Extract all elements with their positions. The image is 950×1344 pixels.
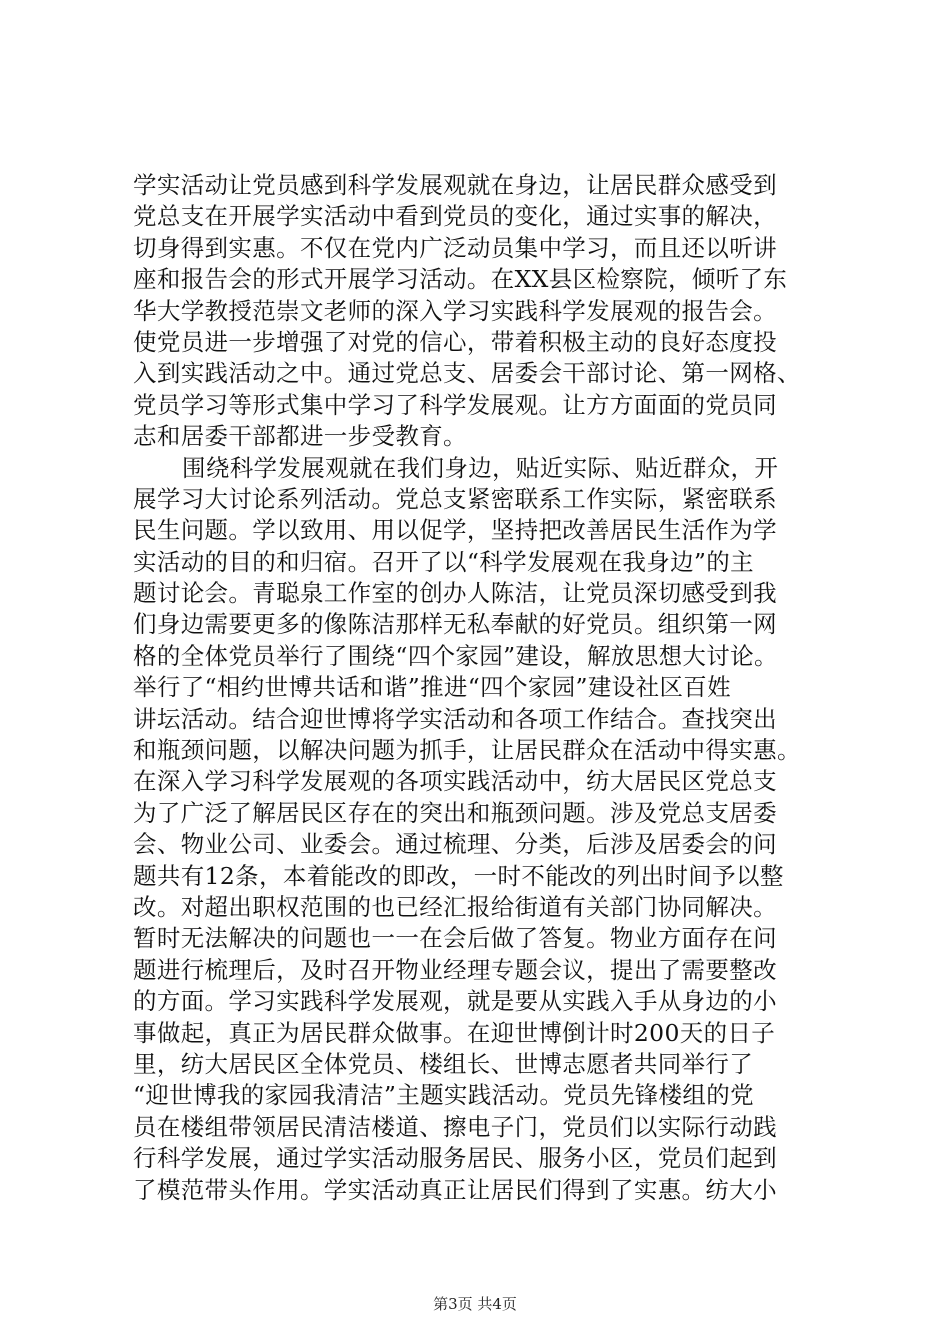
- text-line: 学实活动让党员感到科学发展观就在身边，让居民群众感受到: [133, 171, 777, 199]
- text-line: 座和报告会的形式开展学习活动。在XX县区检察院，倾听了东: [133, 265, 788, 294]
- text-line: 切身得到实惠。不仅在党内广泛动员集中学习，而且还以听讲: [133, 233, 777, 262]
- text-line: 党员学习等形式集中学习了科学发展观。让方方面面的党员同: [133, 390, 777, 419]
- text-line: 改。对超出职权范围的也已经汇报给街道有关部门协同解决。: [133, 892, 777, 921]
- text-line: 志和居委干部都进一步受教育。: [133, 422, 467, 451]
- paragraph-start-line: 围绕科学发展观就在我们身边，贴近实际、贴近群众，开: [182, 453, 779, 482]
- text-line: 讲坛活动。结合迎世博将学实活动和各项工作结合。查找突出: [133, 704, 777, 733]
- text-line: 题进行梳理后，及时召开物业经理专题会议，提出了需要整改: [133, 955, 777, 984]
- text-line: 在深入学习科学发展观的各项实践活动中，纺大居民区党总支: [133, 767, 777, 796]
- text-line: 题共有12条，本着能改的即改，一时不能改的列出时间予以整: [133, 861, 784, 890]
- body-text: [133, 170, 833, 1206]
- text-line: 为了广泛了解居民区存在的突出和瓶颈问题。涉及党总支居委: [133, 798, 777, 827]
- text-line: 入到实践活动之中。通过党总支、居委会干部讨论、第一网格、: [133, 359, 801, 388]
- text-line: 事做起，真正为居民群众做事。在迎世博倒计时200天的日子: [133, 1018, 776, 1047]
- text-line: 举行了“相约世博共话和谐”推进“四个家园”建设社区百姓: [133, 673, 732, 702]
- text-line: 的方面。学习实践科学发展观，就是要从实践入手从身边的小: [133, 987, 777, 1016]
- text-line: 会、物业公司、业委会。通过梳理、分类，后涉及居委会的问: [133, 830, 777, 859]
- text-line: 暂时无法解决的问题也一一在会后做了答复。物业方面存在问: [133, 924, 777, 953]
- text-line: “迎世博我的家园我清洁”主题实践活动。党员先锋楼组的党: [133, 1081, 754, 1110]
- text-line: 行科学发展，通过学实活动服务居民、服务小区，党员们起到: [133, 1144, 777, 1173]
- text-line: 了模范带头作用。学实活动真正让居民们得到了实惠。纺大小: [133, 1175, 777, 1204]
- text-line: 们身边需要更多的像陈洁那样无私奉献的好党员。组织第一网: [133, 610, 777, 639]
- text-line: 展学习大讨论系列活动。党总支紧密联系工作实际，紧密联系: [133, 484, 777, 513]
- text-line: 格的全体党员举行了围绕“四个家园”建设，解放思想大讨论。: [133, 641, 778, 670]
- text-line: 民生问题。学以致用、用以促学，坚持把改善居民生活作为学: [133, 516, 777, 545]
- text-line: 里，纺大居民区全体党员、楼组长、世博志愿者共同举行了: [133, 1049, 754, 1078]
- text-line: 题讨论会。青聪泉工作室的创办人陈洁，让党员深切感受到我: [133, 579, 777, 608]
- text-line: 使党员进一步增强了对党的信心，带着积极主动的良好态度投: [133, 327, 777, 356]
- text-line: 员在楼组带领居民清洁楼道、擦电子门，党员们以实际行动践: [133, 1112, 777, 1141]
- text-line: 实活动的目的和归宿。召开了以“科学发展观在我身边”的主: [133, 547, 754, 576]
- text-line: 和瓶颈问题，以解决问题为抓手，让居民群众在活动中得实惠。: [133, 736, 801, 765]
- text-line: 党总支在开展学实活动中看到党员的变化，通过实事的解决，: [133, 202, 777, 231]
- page-number-footer: 第3页 共4页: [433, 1295, 517, 1313]
- text-line: 华大学教授范崇文老师的深入学习实践科学发展观的报告会。: [133, 296, 777, 325]
